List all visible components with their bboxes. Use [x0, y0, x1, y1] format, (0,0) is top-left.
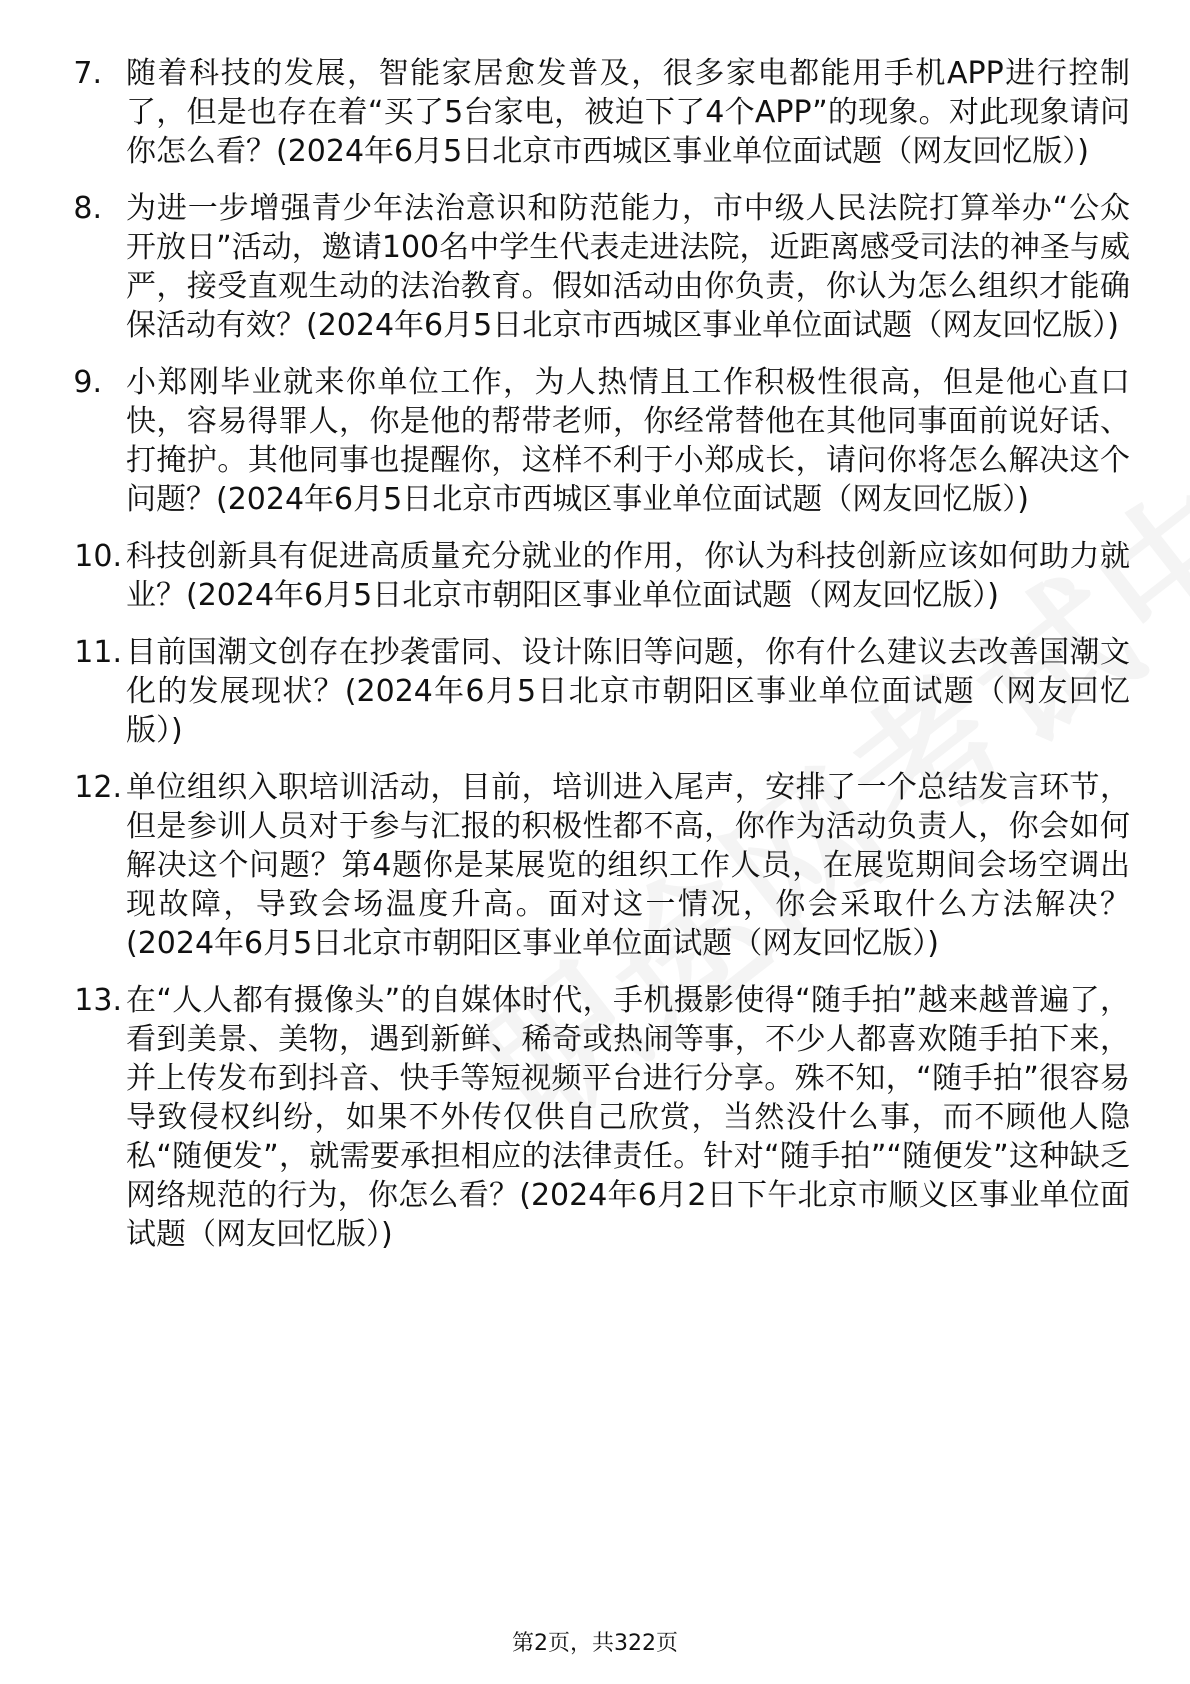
question-number: 13.: [74, 983, 122, 1018]
question-item: [70, 363, 1130, 519]
question-text: 在“人人都有摄像头”的自媒体时代，手机摄影使得“随手拍”越来越普遍了，看到美景、美物，遇到新鲜、稀奇或热闹等事，不少人都喜欢随手拍下来，并上传发布到抖音、快手等短视频平台进行分享。殊不知，“随手拍”很容易导致侵权纠纷，如果不外传仅供自己欣赏，当然没什么事，而不顾他人隐私“随便发”，就需要承担相应的法律责任。针对“随手拍”“随便发”这种缺乏网络规范的行为，你怎么看？(2024年6月2日下午北京市顺义区事业单位面试题（网友回忆版）): [126, 983, 1130, 1252]
question-text: 随着科技的发展，智能家居愈发普及，很多家电都能用手机APP进行控制了，但是也存在着“买了5台家电，被迫下了4个APP”的现象。对此现象请问你怎么看？(2024年6月5日北京市西城区事业单位面试题（网友回忆版）): [126, 56, 1130, 169]
question-text: 目前国潮文创存在抄袭雷同、设计陈旧等问题，你有什么建议去改善国潮文化的发展现状？(2024年6月5日北京市朝阳区事业单位面试题（网友回忆版）): [126, 635, 1130, 748]
question-number: 12.: [74, 770, 122, 805]
question-text: 科技创新具有促进高质量充分就业的作用，你认为科技创新应该如何助力就业？(2024年6月5日北京市朝阳区事业单位面试题（网友回忆版）): [126, 539, 1130, 613]
question-item: [70, 189, 1130, 345]
question-item: [70, 54, 1130, 171]
question-number: 10.: [74, 539, 122, 574]
question-number: 7.: [73, 56, 102, 91]
page-footer: 第2页，共322页: [512, 1631, 678, 1656]
question-list: [70, 54, 1130, 1272]
question-item: [70, 537, 1130, 615]
question-text: 小郑刚毕业就来你单位工作，为人热情且工作积极性很高，但是他心直口快，容易得罪人，你是他的帮带老师，你经常替他在其他同事面前说好话、打掩护。其他同事也提醒你，这样不利于小郑成长，请问你将怎么解决这个问题？(2024年6月5日北京市西城区事业单位面试题（网友回忆版）): [126, 365, 1130, 517]
question-number: 9.: [73, 365, 102, 400]
question-item: [70, 633, 1130, 750]
question-number: 8.: [73, 191, 102, 226]
question-number: 11.: [74, 635, 122, 670]
question-item: [70, 981, 1130, 1254]
question-item: [70, 768, 1130, 963]
question-text: 单位组织入职培训活动，目前，培训进入尾声，安排了一个总结发言环节，但是参训人员对于参与汇报的积极性都不高，你作为活动负责人，你会如何解决这个问题？第4题你是某展览的组织工作人员，在展览期间会场空调出现故障，导致会场温度升高。面对这一情况，你会采取什么方法解决？(2024年6月5日北京市朝阳区事业单位面试题（网友回忆版）): [126, 770, 1130, 961]
question-text: 为进一步增强青少年法治意识和防范能力，市中级人民法院打算举办“公众开放日”活动，邀请100名中学生代表走进法院，近距离感受司法的神圣与威严，接受直观生动的法治教育。假如活动由你负责，你认为怎么组织才能确保活动有效？(2024年6月5日北京市西城区事业单位面试题（网友回忆版）): [126, 191, 1130, 343]
